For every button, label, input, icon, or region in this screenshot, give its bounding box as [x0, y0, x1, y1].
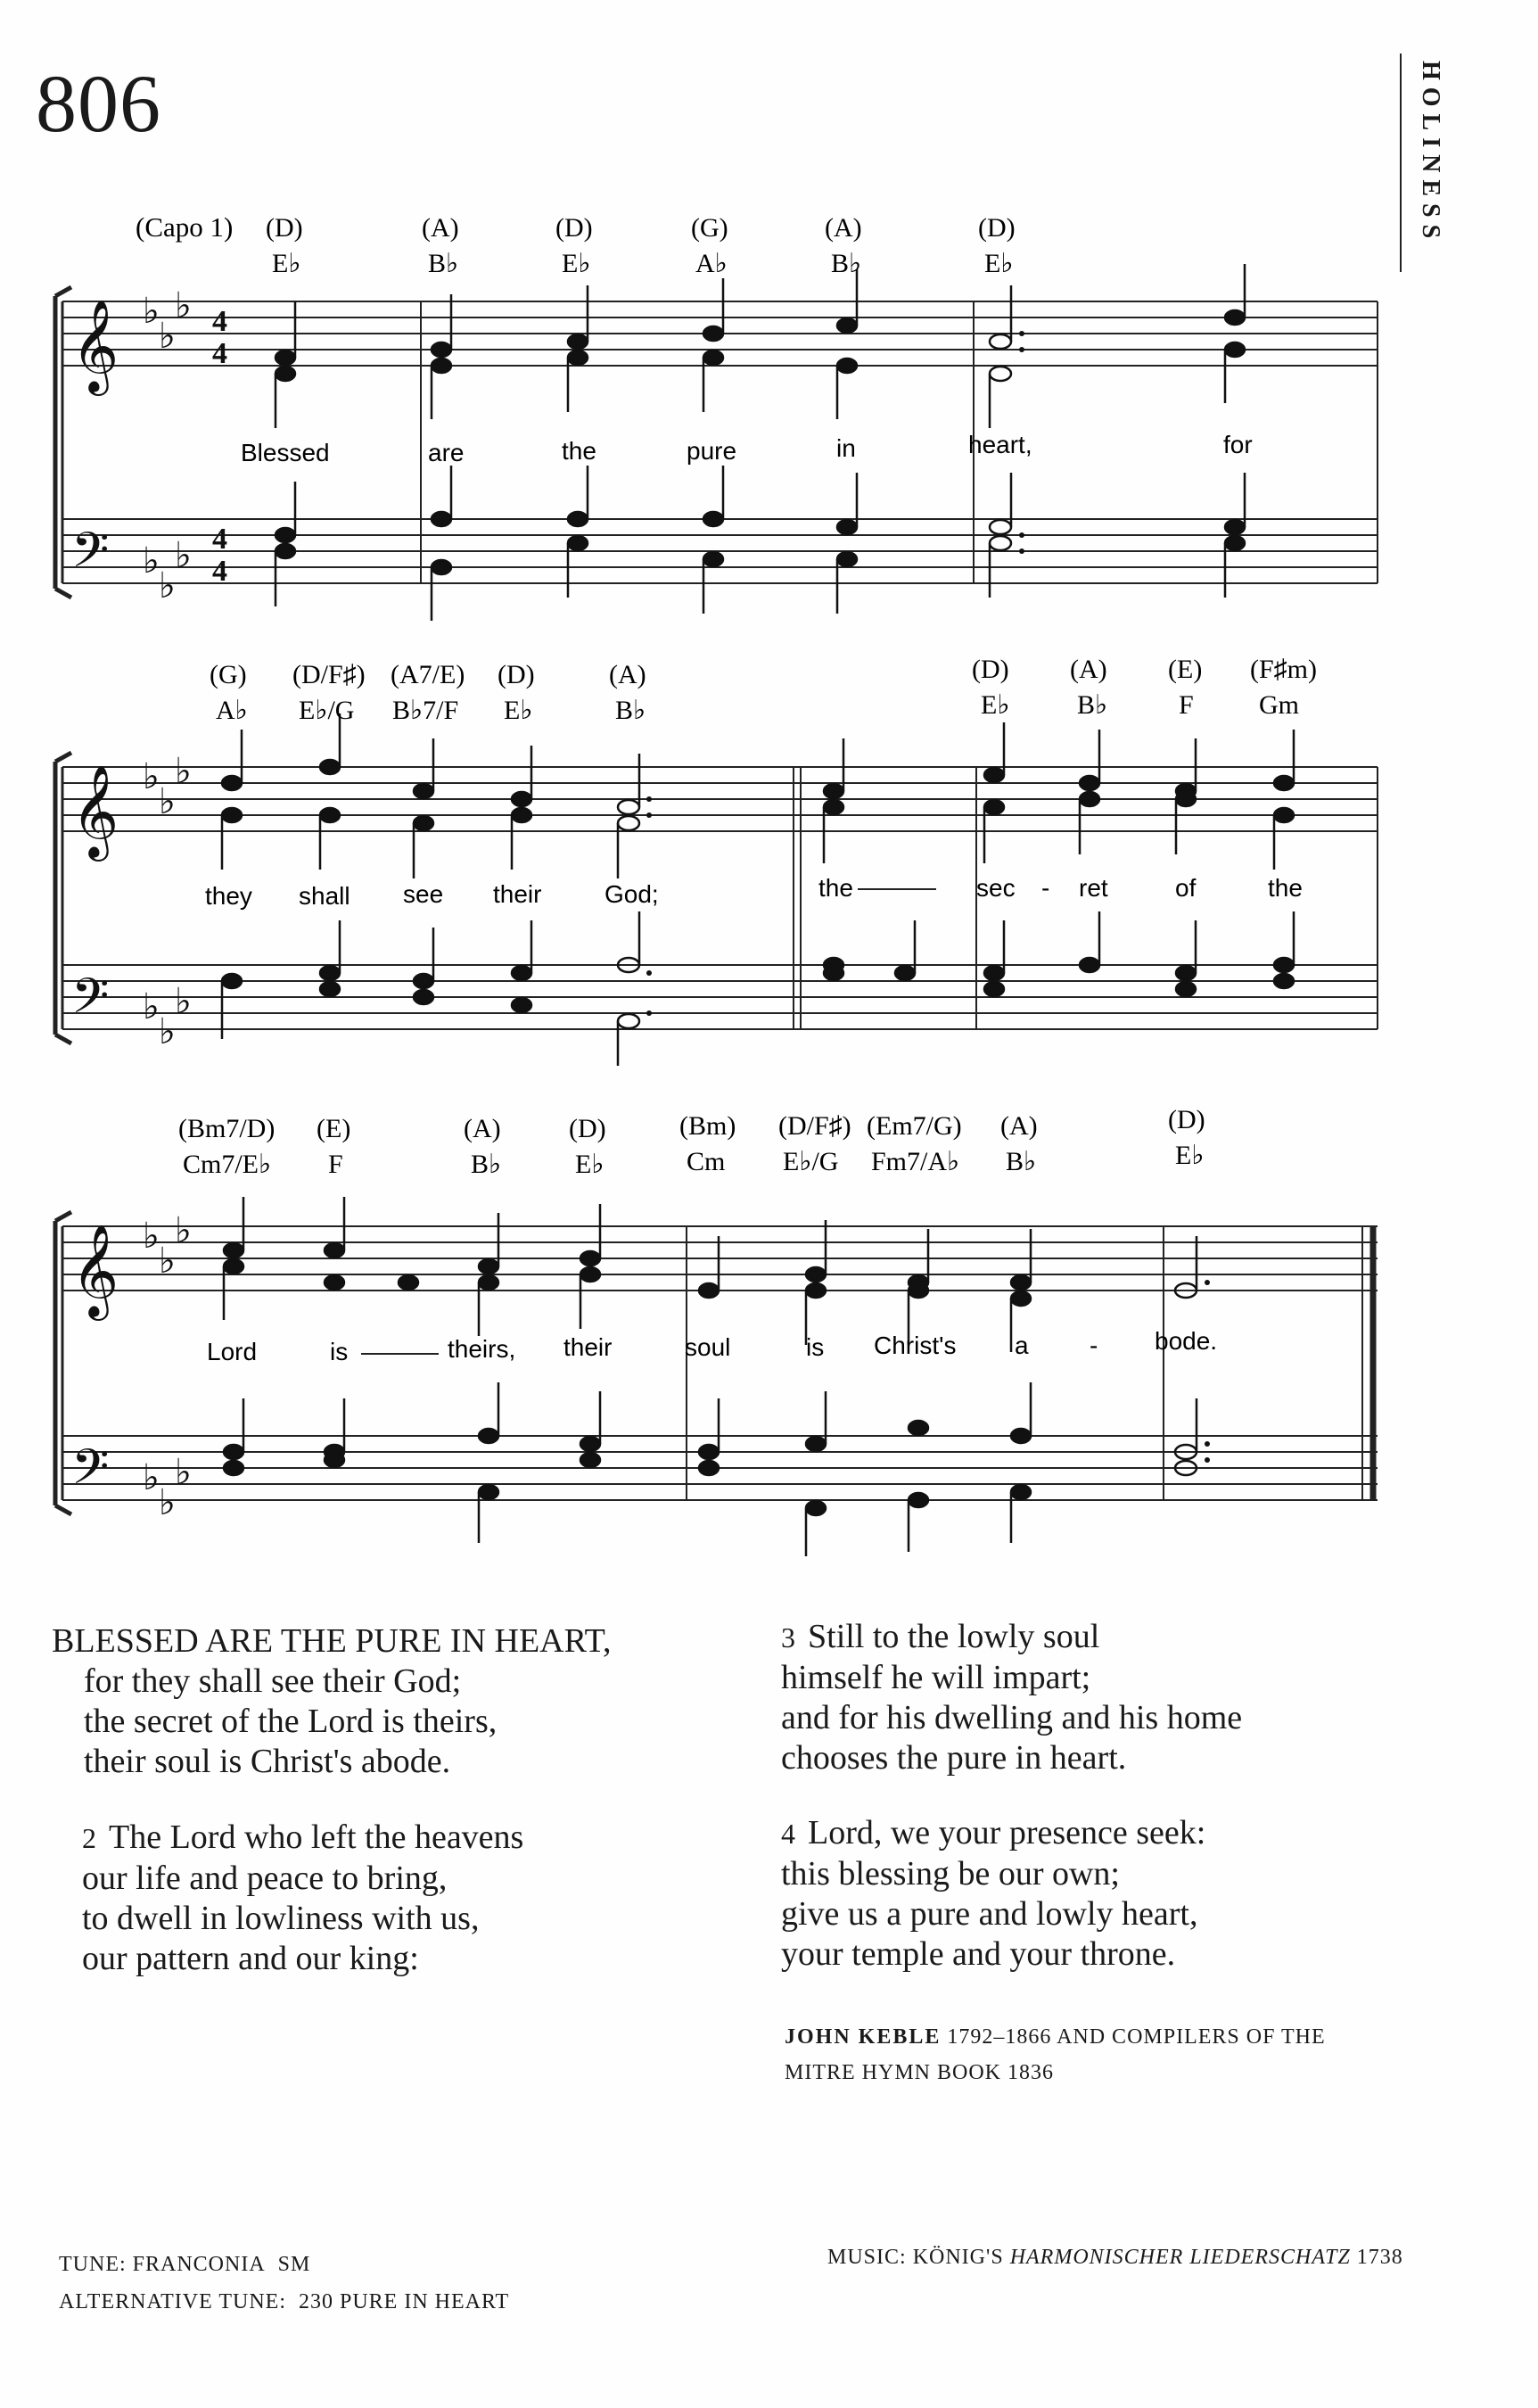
guitar-chord: (D)	[498, 660, 535, 689]
music-label: MUSIC:	[827, 2246, 907, 2269]
verse-line: this blessing be our own;	[781, 1855, 1120, 1893]
music-composer: KÖNIG'S	[912, 2246, 1004, 2269]
svg-text:♭: ♭	[143, 756, 160, 797]
tune-meter: SM	[277, 2253, 311, 2276]
verse-line: BLESSED ARE THE PURE IN HEART,	[52, 1622, 612, 1660]
svg-text:♭: ♭	[159, 781, 176, 822]
lyric-syllable: Lord	[207, 1338, 258, 1365]
chord: B♭	[1006, 1147, 1037, 1176]
lyric-syllable: Christ's	[874, 1332, 957, 1359]
svg-text:♭: ♭	[143, 1457, 160, 1498]
music-credit	[827, 2246, 1403, 2270]
lyric-syllable: sec	[976, 874, 1016, 902]
svg-text:♭: ♭	[175, 1210, 192, 1251]
system-1-guitar-chords	[266, 213, 1016, 243]
lyric-syllable: they	[205, 882, 252, 910]
svg-text:4: 4	[212, 337, 227, 370]
verse-line: their soul is Christ's abode.	[84, 1743, 451, 1780]
guitar-chord: (A)	[825, 213, 862, 243]
lyric-syllable: for	[1223, 431, 1253, 458]
lyric-syllable: is	[806, 1333, 825, 1361]
lyric-syllable: is	[330, 1338, 349, 1365]
chord: E♭/G	[299, 696, 355, 725]
verse-line: and for his dwelling and his home	[781, 1699, 1243, 1736]
verse-4	[781, 1813, 1205, 1975]
chord: A♭	[216, 696, 248, 725]
verse-line: our life and peace to bring,	[82, 1860, 448, 1897]
lyric-syllable: in	[836, 434, 856, 462]
guitar-chord: (D)	[555, 213, 593, 243]
guitar-chord: (D)	[569, 1114, 606, 1143]
lyric-syllable: their	[563, 1333, 613, 1361]
lyric-syllable: bode.	[1155, 1327, 1218, 1355]
guitar-chord: (A)	[1000, 1111, 1038, 1141]
lyric-syllable: pure	[687, 437, 737, 465]
author-name: JOHN KEBLE	[785, 2025, 942, 2049]
verse-line: to dwell in lowliness with us,	[82, 1900, 480, 1937]
tune-label: TUNE:	[59, 2253, 127, 2276]
section-label: HOLINESS	[1417, 61, 1444, 246]
svg-text:♭: ♭	[159, 1011, 176, 1052]
chord: E♭	[984, 249, 1014, 278]
chord: E♭/G	[783, 1147, 839, 1176]
guitar-chord: (G)	[210, 660, 247, 689]
verse-line: for they shall see their God;	[84, 1662, 462, 1700]
guitar-chord: (A)	[422, 213, 459, 243]
lyric-syllable: theirs,	[448, 1335, 516, 1363]
chord: Gm	[1259, 690, 1299, 720]
guitar-chord: (A)	[609, 660, 646, 689]
verse-line: chooses the pure in heart.	[781, 1739, 1127, 1777]
guitar-chord: (D/F♯)	[292, 660, 366, 689]
svg-text:♭: ♭	[159, 565, 176, 606]
verse-line: Still to the lowly soul	[808, 1618, 1100, 1655]
tune-info	[59, 2246, 509, 2321]
guitar-chord: (E)	[317, 1114, 351, 1143]
guitar-chord: (Em7/G)	[867, 1111, 962, 1141]
lyric-syllable: Blessed	[241, 439, 330, 466]
verse-line: our pattern and our king:	[82, 1940, 419, 1977]
lyric-syllable: see	[403, 880, 444, 908]
svg-text:𝄢: 𝄢	[71, 968, 110, 1036]
lyric-syllable: -	[1090, 1332, 1098, 1359]
chord: E♭	[562, 249, 591, 278]
verse-line: himself he will impart;	[781, 1659, 1091, 1696]
chord: B♭	[615, 696, 646, 725]
chord: E♭	[504, 696, 533, 725]
verse-line: Lord, we your presence seek:	[808, 1814, 1206, 1851]
svg-text:♭: ♭	[175, 751, 192, 792]
verse-number: 4	[781, 1818, 795, 1850]
guitar-chord: (Bm)	[679, 1111, 736, 1141]
guitar-chord: (D)	[978, 213, 1016, 243]
svg-text:♭: ♭	[143, 540, 160, 581]
guitar-chord: (D/F♯)	[778, 1111, 851, 1141]
verse-line: the secret of the Lord is theirs,	[84, 1703, 498, 1740]
guitar-chord: (D)	[266, 213, 303, 243]
svg-text:♭: ♭	[143, 986, 160, 1027]
svg-text:♭: ♭	[159, 316, 176, 357]
verse-line: your temple and your throne.	[781, 1935, 1176, 1973]
system-3-chords	[183, 1141, 1204, 1179]
svg-text:♭: ♭	[175, 535, 192, 576]
guitar-chord: (Bm7/D)	[178, 1114, 276, 1143]
svg-text:4: 4	[212, 555, 227, 588]
verse-2	[82, 1818, 523, 1979]
alt-tune-name: PURE IN HEART	[339, 2290, 510, 2313]
lyric-syllable: the	[818, 874, 853, 902]
svg-text:♭: ♭	[175, 285, 192, 326]
music-year: 1738	[1356, 2246, 1403, 2269]
guitar-chord: (D)	[972, 655, 1009, 684]
capo-label: (Capo 1)	[136, 211, 234, 243]
tune-name: FRANCONIA	[132, 2253, 266, 2276]
music-work: HARMONISCHER LIEDERSCHATZ	[1009, 2246, 1351, 2269]
chord: B♭7/F	[392, 696, 459, 725]
lyric-syllable: -	[1041, 874, 1050, 902]
svg-text:4: 4	[212, 523, 227, 556]
chord: B♭	[1077, 690, 1108, 720]
author-dates: 1792–1866	[947, 2025, 1052, 2049]
lyric-syllable: soul	[685, 1333, 731, 1361]
svg-text:♭: ♭	[143, 1216, 160, 1257]
lyric-syllable: God;	[605, 880, 659, 908]
guitar-chord: (A)	[1070, 655, 1107, 684]
chord: F	[1179, 690, 1194, 720]
alt-tune-label: ALTERNATIVE TUNE:	[59, 2290, 286, 2313]
lyric-syllable: heart,	[968, 431, 1032, 458]
chord: E♭	[1175, 1141, 1205, 1170]
chord: E♭	[981, 690, 1010, 720]
chord: F	[328, 1150, 343, 1179]
verse-3	[781, 1617, 1242, 1778]
lyric-syllable: ret	[1079, 874, 1108, 902]
chord: A♭	[695, 249, 728, 278]
author-year: 1836	[1008, 2061, 1054, 2084]
svg-text:𝄢: 𝄢	[71, 522, 110, 590]
system-2-lyrics	[205, 874, 1303, 910]
guitar-chord: (D)	[1168, 1105, 1205, 1134]
svg-text:♭: ♭	[159, 1241, 176, 1282]
svg-text:♭: ♭	[143, 291, 160, 332]
chord: B♭	[471, 1150, 502, 1179]
chord: Cm7/E♭	[183, 1150, 272, 1179]
author-credit-book: MITRE HYMN BOOK	[785, 2061, 1001, 2084]
chord: B♭	[831, 249, 862, 278]
chord: E♭	[575, 1150, 605, 1179]
svg-text:𝄞: 𝄞	[71, 1224, 119, 1317]
lyric-syllable: the	[562, 437, 596, 465]
alt-tune-number: 230	[298, 2290, 333, 2313]
lyric-syllable: are	[428, 439, 465, 466]
lyric-syllable: shall	[299, 882, 350, 910]
hymn-number: 806	[36, 58, 161, 149]
system-2-chords	[216, 690, 1299, 725]
guitar-chord: (E)	[1168, 655, 1203, 684]
chord: E♭	[272, 249, 301, 278]
verse-number: 2	[82, 1822, 96, 1854]
svg-text:𝄞: 𝄞	[71, 764, 119, 858]
svg-text:♭: ♭	[175, 981, 192, 1022]
system-2-guitar-chords	[210, 655, 1317, 689]
guitar-chord: (A7/E)	[391, 660, 465, 689]
verse-line: The Lord who left the heavens	[109, 1818, 524, 1856]
svg-text:𝄢: 𝄢	[71, 1439, 110, 1507]
chord: Cm	[687, 1147, 726, 1176]
verse-number: 3	[781, 1621, 795, 1653]
svg-text:4: 4	[212, 305, 227, 338]
guitar-chord: (G)	[691, 213, 728, 243]
lyric-syllable: a	[1015, 1332, 1029, 1359]
guitar-chord: (A)	[464, 1114, 501, 1143]
svg-text:𝄞: 𝄞	[71, 299, 119, 392]
verse-line: give us a pure and lowly heart,	[781, 1895, 1198, 1933]
lyric-syllable: of	[1175, 874, 1197, 902]
chord: Fm7/A♭	[871, 1147, 960, 1176]
chord: B♭	[428, 249, 459, 278]
system-1-chords	[272, 249, 1013, 278]
verse-1	[52, 1621, 612, 1782]
svg-text:♭: ♭	[175, 1452, 192, 1493]
author-credit-rest: AND COMPILERS OF THE	[1057, 2025, 1326, 2049]
lyric-syllable: the	[1268, 874, 1303, 902]
guitar-chord: (F♯m)	[1250, 655, 1317, 684]
lyric-syllable: their	[493, 880, 542, 908]
system-3-guitar-chords	[178, 1105, 1205, 1143]
system-3-lyrics	[207, 1327, 1217, 1365]
author-credit	[785, 2019, 1326, 2091]
svg-text:♭: ♭	[159, 1482, 176, 1523]
system-1-lyrics	[241, 431, 1253, 466]
